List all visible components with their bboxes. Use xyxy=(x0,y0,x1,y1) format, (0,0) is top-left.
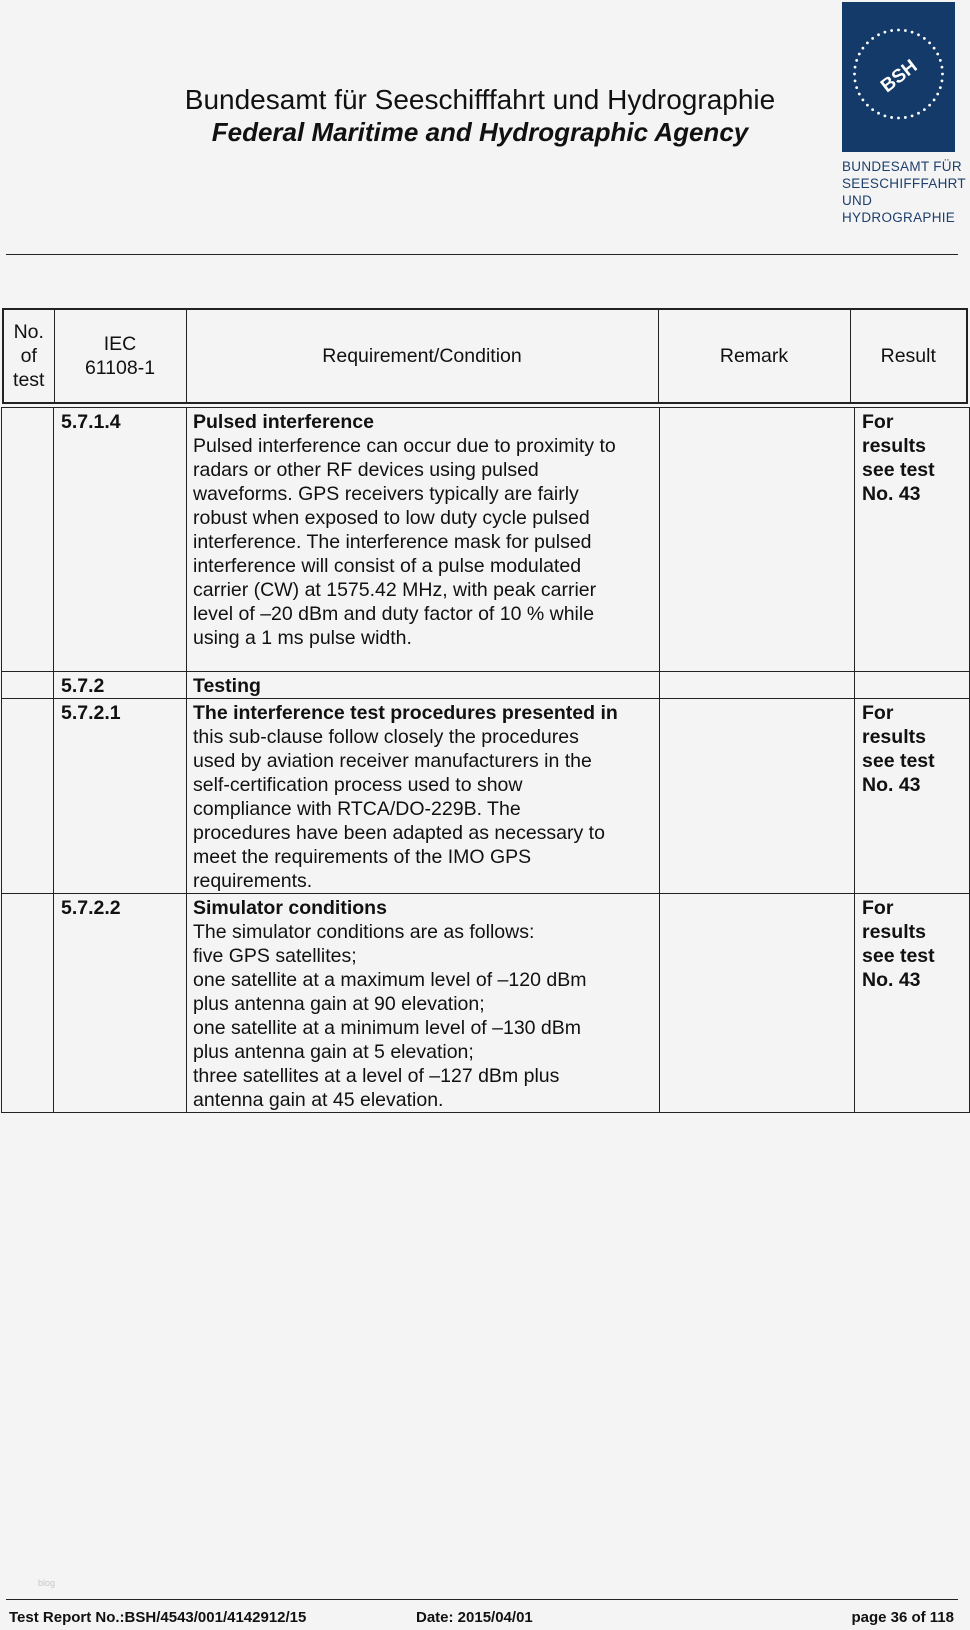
seal-star-icon xyxy=(862,98,865,101)
seal-star-icon xyxy=(858,53,861,56)
requirement-line: plus antenna gain at 5 elevation; xyxy=(193,1041,474,1063)
header-line: of xyxy=(20,345,37,367)
seal-star-icon xyxy=(939,86,942,89)
seal-star-icon xyxy=(904,116,907,119)
cell-result xyxy=(855,699,970,894)
requirement-line: interference. The interference mask for pulsed xyxy=(193,531,592,553)
seal-star-icon xyxy=(928,41,931,44)
header-requirement: Requirement/Condition xyxy=(186,309,658,403)
header-no-of-test xyxy=(3,309,54,403)
requirement-title: The interference test procedures presented in xyxy=(193,702,618,724)
seal-star-icon xyxy=(939,59,942,62)
header-divider xyxy=(6,254,958,255)
requirement-line: this sub-clause follow closely the procedures xyxy=(193,726,579,748)
requirement-line: used by aviation receiver manufacturers in the xyxy=(193,750,592,772)
header-line: No. xyxy=(13,321,44,343)
header-line: IEC xyxy=(103,333,137,355)
seal-star-icon xyxy=(923,108,926,111)
requirement-line: three satellites at a level of –127 dBm plus xyxy=(193,1065,560,1087)
seal-star-icon xyxy=(854,66,857,69)
logo-initials: BSH xyxy=(877,55,922,98)
requirement-title: Pulsed interference xyxy=(193,411,374,433)
cell-iec-clause: 5.7.2.1 xyxy=(54,699,187,894)
requirement-line: carrier (CW) at 1575.42 MHz, with peak carrier xyxy=(193,579,597,601)
requirement-line: robust when exposed to low duty cycle pulsed xyxy=(193,507,590,529)
seal-star-icon xyxy=(933,47,936,50)
cell-requirement xyxy=(187,894,660,1113)
logo-line: UND xyxy=(842,193,873,208)
requirement-line: self-certification process used to show xyxy=(193,774,523,796)
header-line: test xyxy=(13,369,45,391)
result-line: see test xyxy=(862,750,935,772)
requirement-title: Simulator conditions xyxy=(193,897,387,919)
cell-iec-clause: 5.7.2.2 xyxy=(54,894,187,1113)
report-date: Date: 2015/04/01 xyxy=(416,1609,533,1626)
seal-star-icon xyxy=(917,112,920,115)
seal-star-icon xyxy=(866,104,869,107)
seal-star-icon xyxy=(897,29,900,32)
report-number: Test Report No.:BSH/4543/001/4142912/15 xyxy=(9,1609,307,1626)
bsh-logo xyxy=(842,2,955,152)
requirement-body xyxy=(193,725,653,893)
seal-star-icon xyxy=(897,117,900,120)
requirement-line: radars or other RF devices using pulsed xyxy=(193,459,539,481)
cell-no-of-test xyxy=(2,672,54,699)
requirement-line: level of –20 dBm and duty factor of 10 % while xyxy=(193,603,595,625)
seal-star-icon xyxy=(928,104,931,107)
cell-result xyxy=(855,672,970,699)
logo-wordmark xyxy=(842,158,966,226)
seal-star-icon xyxy=(941,79,944,82)
seal-star-icon xyxy=(911,114,914,117)
requirement-line: meet the requirements of the IMO GPS xyxy=(193,846,532,868)
requirement-line: plus antenna gain at 90 elevation; xyxy=(193,993,485,1015)
header-line: 61108-1 xyxy=(84,357,156,379)
requirement-body xyxy=(193,434,653,650)
cell-requirement xyxy=(187,699,660,894)
seal-star-icon xyxy=(862,47,865,50)
result-line: No. 43 xyxy=(862,483,921,505)
seal-star-icon xyxy=(877,33,880,36)
result-line: For xyxy=(862,411,894,433)
table-row xyxy=(2,408,970,672)
logo-line: BUNDESAMT FÜR xyxy=(842,159,962,174)
header-iec xyxy=(54,309,186,403)
requirement-body xyxy=(193,920,653,1112)
seal-star-icon xyxy=(871,108,874,111)
seal-star-icon xyxy=(858,93,861,96)
logo-line: HYDROGRAPHIE xyxy=(842,210,956,225)
agency-name-english: Federal Maritime and Hydrographic Agency xyxy=(211,117,749,147)
seal-star-icon xyxy=(877,112,880,115)
requirement-line: requirements. xyxy=(193,870,313,892)
seal-star-icon xyxy=(853,73,856,76)
seal-star-icon xyxy=(890,29,893,32)
table-row xyxy=(2,699,970,894)
result-line: For xyxy=(862,897,894,919)
seal-star-icon xyxy=(923,37,926,40)
cell-remark xyxy=(660,672,855,699)
cell-iec-clause: 5.7.2 xyxy=(54,672,187,699)
table-row xyxy=(2,672,970,699)
requirement-line: The simulator conditions are as follows: xyxy=(193,921,535,943)
result-line: results xyxy=(862,435,926,457)
seal-star-icon xyxy=(871,37,874,40)
page-number: page 36 of 118 xyxy=(851,1609,954,1626)
requirement-line: five GPS satellites; xyxy=(193,945,357,967)
seal-star-icon xyxy=(917,33,920,36)
watermark: blog xyxy=(38,1578,56,1588)
cell-no-of-test xyxy=(2,408,54,672)
seal-star-icon xyxy=(936,53,939,56)
requirement-title: Testing xyxy=(193,675,261,697)
cell-no-of-test xyxy=(2,894,54,1113)
result-line: see test xyxy=(862,945,935,967)
result-line: results xyxy=(862,726,926,748)
seal-star-icon xyxy=(911,31,914,34)
seal-star-icon xyxy=(884,31,887,34)
logo-line: SEESCHIFFFAHRT xyxy=(842,176,966,191)
requirements-table xyxy=(1,407,970,1113)
requirement-line: antenna gain at 45 elevation. xyxy=(193,1089,444,1111)
cell-result xyxy=(855,894,970,1113)
cell-remark xyxy=(660,408,855,672)
requirement-line: one satellite at a minimum level of –130 dBm xyxy=(193,1017,582,1039)
agency-header xyxy=(150,84,810,148)
result-line: No. 43 xyxy=(862,969,921,991)
seal-star-icon xyxy=(941,66,944,69)
cell-remark xyxy=(660,699,855,894)
result-line: For xyxy=(862,702,894,724)
seal-star-icon xyxy=(855,59,858,62)
agency-name-german: Bundesamt für Seeschifffahrt und Hydrographie xyxy=(184,84,776,115)
cell-requirement xyxy=(187,672,660,699)
cell-result xyxy=(855,408,970,672)
header-remark: Remark xyxy=(658,309,850,403)
header-result: Result xyxy=(850,309,967,403)
requirement-line: using a 1 ms pulse width. xyxy=(193,627,412,649)
seal-star-icon xyxy=(854,79,857,82)
seal-star-icon xyxy=(890,116,893,119)
cell-no-of-test xyxy=(2,699,54,894)
seal-star-icon xyxy=(941,73,944,76)
seal-star-icon xyxy=(904,29,907,32)
cell-iec-clause: 5.7.1.4 xyxy=(54,408,187,672)
seal-star-icon xyxy=(855,86,858,89)
bsh-seal-icon xyxy=(842,2,955,152)
result-line: results xyxy=(862,921,926,943)
requirements-table-header xyxy=(2,308,968,404)
table-row xyxy=(2,894,970,1113)
requirement-line: interference will consist of a pulse modulated xyxy=(193,555,582,577)
seal-star-icon xyxy=(866,41,869,44)
cell-remark xyxy=(660,894,855,1113)
footer-divider xyxy=(6,1599,958,1600)
cell-requirement xyxy=(187,408,660,672)
requirement-line: one satellite at a maximum level of –120 dBm xyxy=(193,969,587,991)
requirement-line: waveforms. GPS receivers typically are fairly xyxy=(193,483,579,505)
result-line: No. 43 xyxy=(862,774,921,796)
result-line: see test xyxy=(862,459,935,481)
seal-star-icon xyxy=(936,93,939,96)
seal-star-icon xyxy=(933,98,936,101)
requirement-line: compliance with RTCA/DO-229B. The xyxy=(193,798,521,820)
requirement-line: Pulsed interference can occur due to proximity to xyxy=(193,435,616,457)
seal-star-icon xyxy=(884,114,887,117)
requirement-line: procedures have been adapted as necessary to xyxy=(193,822,605,844)
